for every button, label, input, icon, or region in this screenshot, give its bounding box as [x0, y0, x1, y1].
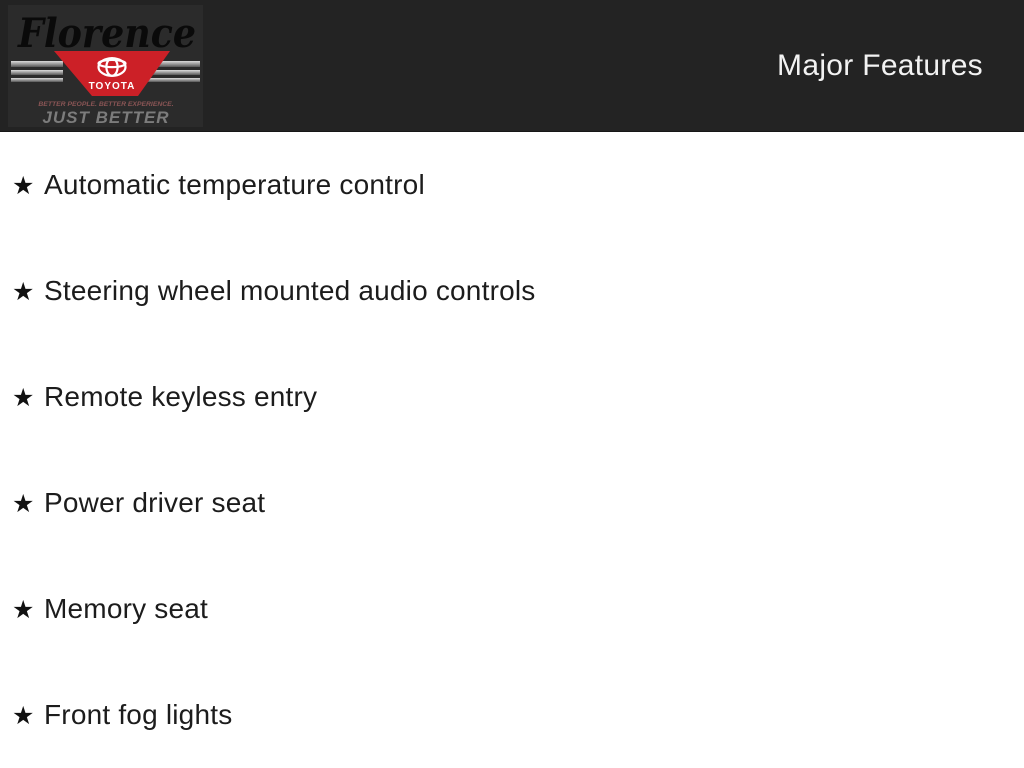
- star-icon: ★: [12, 172, 35, 200]
- feature-row: [0, 450, 1024, 556]
- feature-row: [0, 132, 1024, 238]
- feature-label: Remote keyless entry: [44, 381, 318, 412]
- star-icon: ★: [12, 596, 35, 624]
- toyota-wordmark: TOYOTA: [88, 81, 136, 92]
- header-bar: [0, 0, 1024, 132]
- feature-list: [0, 132, 1024, 768]
- feature-label: Memory seat: [44, 593, 209, 624]
- star-icon: ★: [12, 702, 35, 730]
- dealer-name-script: Florence: [17, 10, 196, 57]
- feature-label: Power driver seat: [44, 487, 266, 518]
- star-icon: ★: [12, 490, 35, 518]
- feature-row: [0, 238, 1024, 344]
- feature-label: Steering wheel mounted audio controls: [44, 275, 536, 306]
- logo-slogan: JUST BETTER: [42, 108, 170, 127]
- feature-label: Front fog lights: [44, 699, 233, 730]
- page-title: Major Features: [777, 49, 983, 82]
- feature-label: Automatic temperature control: [44, 169, 425, 200]
- feature-row: [0, 556, 1024, 662]
- logo-tagline: BETTER PEOPLE. BETTER EXPERIENCE.: [38, 101, 174, 108]
- star-icon: ★: [12, 278, 35, 306]
- dealer-logo: [8, 5, 203, 127]
- feature-row: [0, 662, 1024, 768]
- florence-toyota-logo-image: [8, 5, 203, 127]
- star-icon: ★: [12, 384, 35, 412]
- feature-row: [0, 344, 1024, 450]
